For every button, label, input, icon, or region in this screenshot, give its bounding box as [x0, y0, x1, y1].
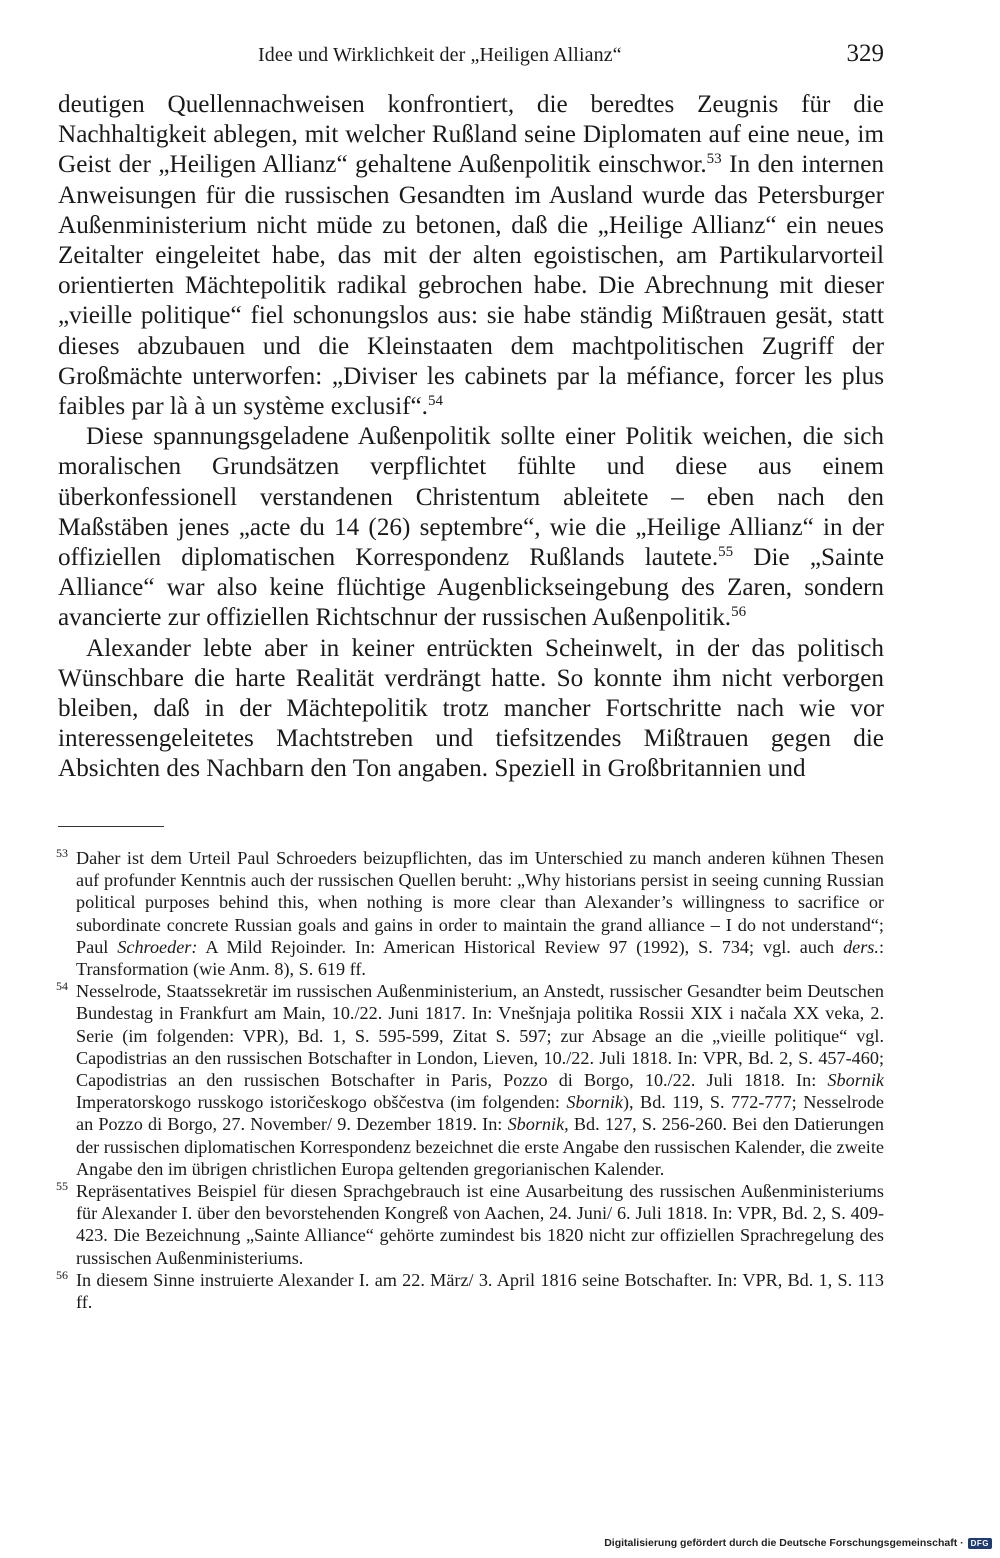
footnote-54 — [58, 980, 884, 1180]
text-run: Diese spannungsgeladene Außenpolitik sollte einer Politik weichen, die sich moralischen Grundsätzen verpflichtet fühlte und diese aus einem überkonfessionell verstandenen Christentum ableitete – eben nach den Maßstäben jenes „acte du 14 (26) septembre“, wie die „Heilige Allianz“ in der offiziellen diplomatischen Korrespondenz Rußlands lautete. — [58, 423, 884, 572]
paragraph-2 — [58, 422, 884, 633]
footnote-ref-55: 55 — [718, 544, 734, 561]
text-run: Alexander lebte aber in keiner entrückten Scheinwelt, in der das politisch Wünschbare die harte Realität verdrängt hatte. So konnte ihm nicht verborgen bleiben, daß in der Mächtepolitik trotz mancher Fortschritte nach wie vor interessengeleitetes Machtstreben und tiefsitzendes Mißtrauen gegen die Absichten des Nachbarn den Ton angaben. Speziell in Großbritannien und — [58, 634, 884, 783]
footnote-italic: Sbornik — [507, 1114, 565, 1135]
text-run: In den internen Anweisungen für die russischen Gesandten im Ausland wurde das Petersburger Außenministerium nicht müde zu betonen, daß die „Heilige Allianz“ ein neues Zeitalter eingeleitet habe, das mit der alten egoistischen, am Partikularvorteil orientierten Mächtepolitik radikal gebrochen habe. Die Abrechnung mit dieser „vieille politique“ fiel schonungslos aus: sie habe ständig Mißtrauen gesät, statt dieses abzubauen und die Kleinstaaten dem machtpolitischen Zugriff der Großmächte unterworfen: „Diviser les cabinets par la méfiance, forcer les plus faibles par là à un système exclusif“. — [58, 151, 884, 421]
footnotes — [58, 847, 884, 1313]
footnote-separator — [58, 826, 164, 827]
footnote-ref-54: 54 — [427, 393, 443, 410]
dfg-logo-icon: DFG — [968, 1538, 992, 1549]
footnote-ref-56: 56 — [731, 604, 747, 621]
footnote-text: Nesselrode, Staatssekretär im russischen Außenministerium, an Anstedt, russischer Gesandter beim Deutschen Bundestag in Frankfurt am Main, 10./22. Juni 1817. In: Vnešnjaja politika Rossii XIX i načala XX veka, 2. Serie (im folgenden: VPR), Bd. 1, S. 595-599, Zitat S. 597; zur Absage an die „vieille politique“ vgl. Capodistrias an den russischen Botschafter in London, Lieven, 10./22. Juli 1818. In: VPR, Bd. 2, S. 457-460; Capodistrias an den russischen Botschafter in Paris, Pozzo di Borgo, 10./22. Juli 1818. In: — [76, 981, 884, 1091]
footnote-ref-53: 53 — [706, 151, 722, 168]
footnote-56 — [58, 1269, 884, 1313]
footnote-number: 55 — [56, 1179, 68, 1194]
footnote-number: 53 — [56, 846, 68, 860]
page-number: 329 — [846, 40, 884, 67]
running-title: Idee und Wirklichkeit der „Heiligen Allianz“ — [258, 44, 622, 66]
footnote-italic: Sbornik — [827, 1070, 884, 1091]
footnote-text: Daher ist dem Urteil Paul Schroeders beizupflichten, das im Unterschied zu manch anderen kühnen Thesen auf profunder Kenntnis auch der russischen Quellen beruht: „Why historians persist in seeing cunning Russian political purposes behind this, when nothing is more clear than Alexander’s willingness to sacrifice or subordinate concrete Russian goals and gains in order to maintain the grand alliance – I do not understand“; Paul — [76, 848, 884, 957]
footnote-text: , Bd. 127, S. 256-260. Bei den Datierungen der russischen diplomatischen Korrespondenz bezeichnet die erste Angabe den russischen Kalender, die zweite Angabe den im übrigen christlichen Europa geltenden gregorianischen Kalender. — [76, 1114, 884, 1179]
digitization-credit — [604, 1537, 992, 1549]
paragraph-3 — [58, 634, 884, 785]
footnote-text: A Mild Rejoinder. In: American Historical Review 97 (1992), S. 734; vgl. auch — [197, 936, 844, 957]
footnote-number: 54 — [56, 979, 68, 994]
footnote-55 — [58, 1180, 884, 1269]
footnote-italic: Schroeder: — [117, 936, 198, 957]
footnote-italic: Sbornik — [566, 1092, 623, 1113]
footnote-italic: ders. — [843, 936, 879, 957]
text-run: Die „Sainte Alliance“ war also keine flüchtige Augenblickseingebung des Zaren, sondern avancierte zur offiziellen Richtschnur der russischen Außenpolitik. — [58, 544, 884, 632]
page-header — [58, 40, 884, 76]
footnote-number: 56 — [56, 1267, 68, 1282]
footnote-53 — [58, 847, 884, 980]
footnote-text: : Transformation (wie Anm. 8), S. 619 ff. — [76, 936, 884, 980]
main-text — [58, 90, 884, 785]
credit-text: Digitalisierung gefördert durch die Deutsche Forschungsgemeinschaft · — [604, 1537, 964, 1549]
footnote-text: ), Bd. 119, S. 772-777; Nesselrode an Pozzo di Borgo, 27. November/ 9. Dezember 1819. In: — [76, 1092, 885, 1135]
footnote-text: In diesem Sinne instruierte Alexander I. am 22. März/ 3. April 1816 seine Botschafter. In: VPR, Bd. 1, S. 113 ff. — [76, 1269, 884, 1313]
text-run: deutigen Quellennachweisen konfrontiert, die beredtes Zeugnis für die Nachhaltigkeit ablegen, mit welcher Rußland seine Diplomaten auf eine neue, im Geist der „Heiligen Allianz“ gehaltene Außenpolitik einschwor. — [58, 91, 884, 179]
footnote-text: Imperatorskogo russkogo istoričeskogo obščestva (im folgenden: — [76, 1092, 567, 1113]
footnote-text: Repräsentatives Beispiel für diesen Sprachgebrauch ist eine Ausarbeitung des russischen Außenministeriums für Alexander I. über den bevorstehenden Kongreß von Aachen, 24. Juni/ 6. Juli 1818. In: VPR, Bd. 2, S. 409-423. Die Bezeichnung „Sainte Alliance“ gehörte zumindest bis 1820 nicht zur offiziellen Sprachregelung des russischen Außenministeriums. — [76, 1181, 884, 1268]
paragraph-1 — [58, 90, 884, 422]
